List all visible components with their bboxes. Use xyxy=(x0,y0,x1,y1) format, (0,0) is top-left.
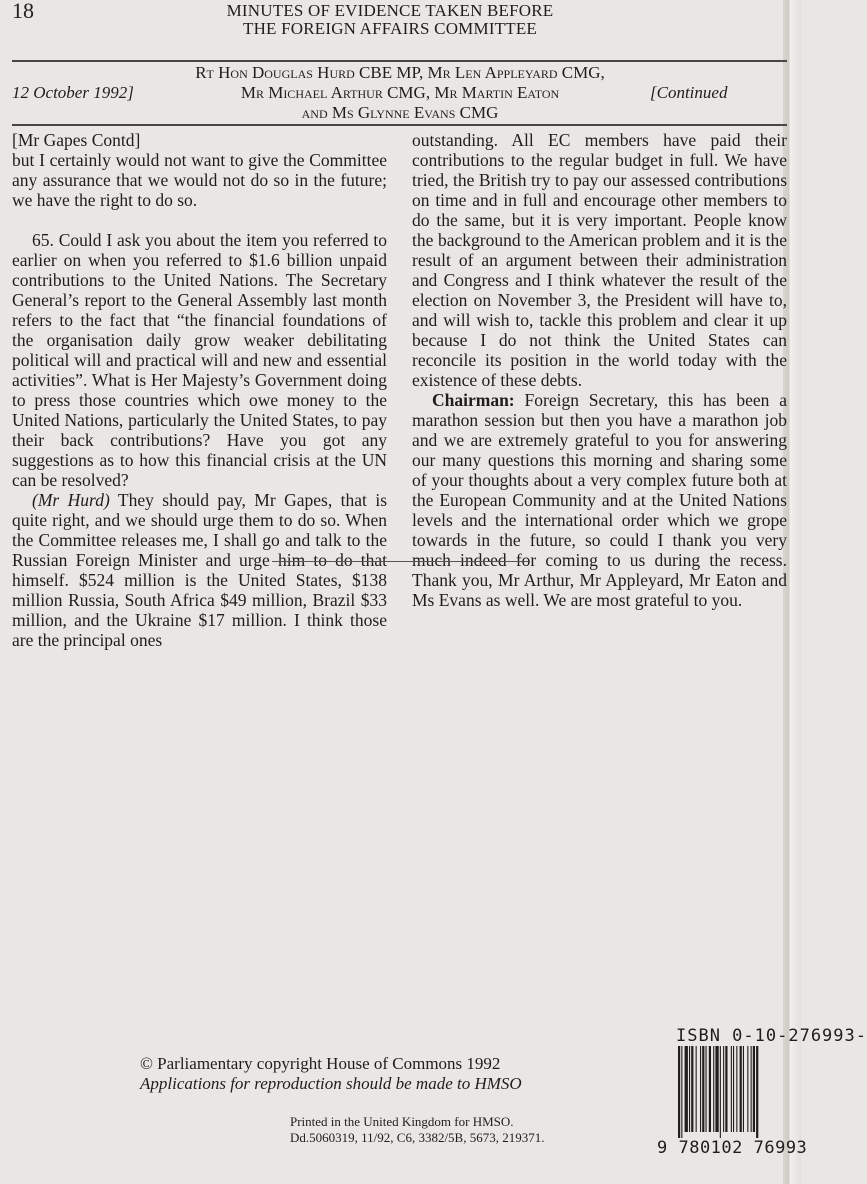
witnesses-line3: and Ms Glynne Evans CMG xyxy=(301,103,499,122)
barcode-bar xyxy=(706,1046,707,1132)
running-head-line1: MINUTES OF EVIDENCE TAKEN BEFORE xyxy=(226,1,554,20)
barcode-bar xyxy=(696,1046,697,1132)
barcode-bar xyxy=(723,1046,724,1132)
barcode-bar xyxy=(713,1046,714,1132)
running-head-line2: THE FOREIGN AFFAIRS COMMITTEE xyxy=(242,19,538,38)
speaker-label: [Mr Gapes Contd] xyxy=(12,130,141,150)
barcode-bar xyxy=(733,1046,734,1132)
running-head xyxy=(90,2,690,38)
printed-line2: Dd.5060319, 11/92, C6, 3382/5B, 5673, 219371. xyxy=(290,1130,545,1145)
barcode-bar xyxy=(702,1046,704,1132)
barcode-bar xyxy=(751,1046,752,1132)
header-rule-bottom xyxy=(12,124,787,126)
chairman-speaker: Chairman: xyxy=(432,390,515,410)
chairman-paragraph xyxy=(412,390,787,610)
barcode-bar xyxy=(740,1046,742,1132)
barcode-bar xyxy=(685,1046,688,1132)
barcode-bar xyxy=(725,1046,727,1132)
page-number: 18 xyxy=(12,0,34,23)
paragraph: outstanding. All EC members have paid their contributions to the regular budget in full. We have tried, the British try to pay our assessed contributions on time and in full and encourage other members to do the same, but it is very important. People know the background to the American problem and it is the result of an argument between their administration and Congress and I think whatever the result of the election on November 3, the President will have to, and will wish to, tackle this problem and clear it up because I do not think the United States can reconcile its position in the world today with the existence of these debts. xyxy=(412,130,787,390)
barcode-bar xyxy=(689,1046,690,1132)
barcode-bar xyxy=(700,1046,701,1132)
witnesses-line1: Rt Hon Douglas Hurd CBE MP, Mr Len Appleyard CMG, xyxy=(195,63,605,82)
printed-line1: Printed in the United Kingdom for HMSO. xyxy=(290,1114,514,1129)
end-rule xyxy=(272,561,528,562)
session-date: 12 October 1992] xyxy=(12,83,134,102)
barcode-bar xyxy=(756,1046,758,1138)
barcode-bar xyxy=(681,1046,682,1138)
header-rule-top xyxy=(12,60,787,62)
reproduction-notice: Applications for reproduction should be made to HMSO xyxy=(140,1074,522,1093)
witnesses-line2: Mr Michael Arthur CMG, Mr Martin Eaton xyxy=(240,83,560,102)
right-column xyxy=(412,130,787,610)
copyright-line: © Parliamentary copyright House of Commons 1992 xyxy=(140,1054,501,1073)
answer-text: They should pay, Mr Gapes, that is quite right, and we should urge them to do so. When the Committee releases me, I shall go and talk to the Russian Foreign Minister and urge him to do that himself. $524 million is the United States, $138 million Russia, South Africa $49 million, Brazil $33 million, and the Ukraine $17 million. I think those are the principal ones xyxy=(12,490,388,650)
witness-list xyxy=(110,63,690,123)
barcode-bar xyxy=(743,1046,744,1132)
answer-paragraph xyxy=(12,490,387,650)
printer-imprint xyxy=(290,1114,670,1146)
barcode-bar xyxy=(709,1046,711,1132)
continued-label: [Continued xyxy=(650,83,728,102)
isbn-label: ISBN 0-10-276993- xyxy=(676,1026,867,1046)
barcode-digits: 9 780102 76993 xyxy=(657,1138,808,1158)
barcode-bar xyxy=(715,1046,718,1132)
barcode-bar xyxy=(747,1046,748,1132)
copyright-block xyxy=(140,1054,540,1094)
chairman-text: Foreign Secretary, this has been a marathon session but then you have a marathon job and we are extremely grateful to you for answering our many questions this morning and sharing some of your thoughts about a very complex future both at the European Community and at the United Nations levels and the international order which we grope towards in the future, so could I thank you very much indeed for coming to us during the recess. Thank you, Mr Arthur, Mr Appleyard, Mr Eaton and Ms Evans as well. We are most grateful to you. xyxy=(412,390,787,610)
left-column xyxy=(12,130,387,650)
question-65: 65. Could I ask you about the item you referred to earlier on when you referred to $1.6 billion unpaid contributions to the United Nations. The Secretary General’s report to the General Assembly last month refers to the fact that “the financial foundations of the organisation daily grow weaker debilitating political will and practical will and new and essential activities”. What is Her Majesty’s Government doing to press those countries which owe money to the United Nations, particularly the United States, to pay their back contributions? Have you got any suggestions as to how this financial crisis at the UN can be resolved? xyxy=(12,230,387,490)
barcode xyxy=(676,1046,788,1138)
barcode-bar xyxy=(731,1046,732,1132)
barcode-bar xyxy=(678,1046,680,1138)
paragraph: but I certainly would not want to give the Committee any assurance that we would not do so in the future; we have the right to do so. xyxy=(12,150,387,210)
barcode-bar xyxy=(720,1046,721,1138)
answer-speaker: (Mr Hurd) xyxy=(32,490,110,510)
barcode-bar xyxy=(736,1046,737,1132)
barcode-bar xyxy=(691,1046,693,1132)
barcode-bar xyxy=(753,1046,755,1132)
